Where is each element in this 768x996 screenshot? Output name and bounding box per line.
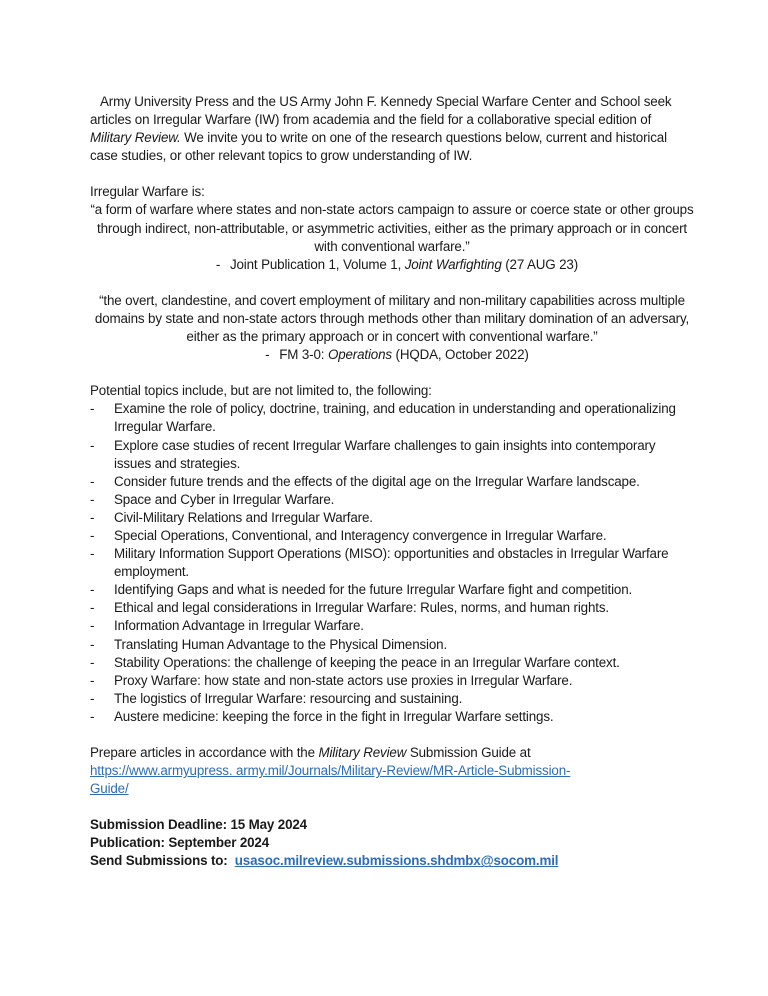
bullet-dash: - [90, 437, 95, 453]
submission-deadline: Submission Deadline: 15 May 2024 [90, 817, 307, 833]
bullet-dash: - [90, 473, 95, 489]
guide-paragraph [90, 744, 690, 798]
topic-text: Explore case studies of recent Irregular Warfare challenges to gain insights into contemporary issues and strategies. [114, 437, 656, 471]
topic-text: Civil-Military Relations and Irregular Warfare. [114, 509, 373, 525]
list-item [90, 599, 690, 617]
cite-dash: - [215, 256, 221, 272]
bullet-dash: - [90, 618, 95, 634]
definition-source [84, 256, 700, 274]
list-item [90, 437, 690, 473]
list-item [90, 527, 690, 545]
topic-text: Information Advantage in Irregular Warfare. [114, 618, 364, 634]
topics-heading: Potential topics include, but are not limited to, the following: [90, 383, 432, 399]
bullet-dash: - [90, 582, 95, 598]
guide-text: Prepare articles in accordance with the [90, 745, 319, 760]
send-submissions [90, 852, 690, 870]
intro-paragraph [90, 93, 690, 165]
topic-text: Examine the role of policy, doctrine, training, and education in understanding and operationalizing Irregular Warfare. [114, 401, 676, 435]
bullet-dash: - [90, 509, 95, 525]
definition-block [84, 292, 700, 364]
bullet-dash: - [90, 654, 95, 670]
bullet-dash: - [90, 672, 95, 688]
topics-list [90, 400, 690, 726]
source-date: (HQDA, October 2022) [391, 347, 529, 363]
bullet-dash: - [90, 690, 95, 706]
source-title: Joint Warfighting [404, 256, 502, 272]
topic-text: Special Operations, Conventional, and Interagency convergence in Irregular Warfare. [114, 527, 607, 543]
list-item [90, 491, 690, 509]
source-text: FM 3-0: [279, 347, 328, 363]
source-date: (27 AUG 23) [501, 256, 579, 272]
source-text: Joint Publication 1, Volume 1, [229, 256, 405, 272]
list-item [90, 672, 690, 690]
topic-text: Stability Operations: the challenge of keeping the peace in an Irregular Warfare context. [114, 654, 620, 670]
bullet-dash: - [90, 401, 95, 417]
list-item [90, 617, 690, 635]
topic-text: Austere medicine: keeping the force in the fight in Irregular Warfare settings. [114, 708, 554, 724]
topic-text: The logistics of Irregular Warfare: resourcing and sustaining. [114, 690, 463, 706]
list-item [90, 636, 690, 654]
list-item [90, 581, 690, 599]
link-line-1[interactable]: https://www.armyupress. army.mil/Journals/Military-Review/MR-Article-Submission- [90, 763, 571, 779]
list-item [90, 400, 690, 436]
list-item [90, 473, 690, 491]
link-line-2[interactable]: Guide/ [90, 781, 129, 797]
source-title: Operations [327, 347, 392, 363]
intro-text-2: We invite you to write on one of the research questions below, current and historical case studies, or other relevant topics to grow understanding of IW. [90, 130, 667, 164]
bullet-dash: - [90, 527, 95, 543]
journal-title: Military Review. [90, 130, 181, 146]
guide-text-end: Submission Guide at [406, 745, 531, 760]
cite-dash: - [265, 347, 270, 363]
definitions-heading: Irregular Warfare is: [90, 184, 205, 200]
topic-text: Ethical and legal considerations in Irregular Warfare: Rules, norms, and human rights. [114, 600, 609, 616]
submission-guide-link[interactable] [90, 763, 570, 796]
topic-text: Proxy Warfare: how state and non-state actors use proxies in Irregular Warfare. [114, 672, 573, 688]
definition-source [84, 346, 700, 364]
topic-text: Identifying Gaps and what is needed for the future Irregular Warfare fight and competition. [114, 582, 633, 598]
bullet-dash: - [90, 708, 95, 724]
list-item [90, 545, 690, 581]
list-item [90, 708, 690, 726]
list-item [90, 690, 690, 708]
submission-email-link[interactable]: usasoc.milreview.submissions.shdmbx@socom.mil [234, 853, 559, 869]
bullet-dash: - [90, 600, 95, 616]
list-item [90, 654, 690, 672]
topic-text: Military Information Support Operations (MISO): opportunities and obstacles in Irregular Warfare employment. [114, 546, 669, 580]
definition-block [84, 201, 700, 273]
definition-quote: “a form of warfare where states and non-state actors campaign to assure or coerce state or other groups through indirect, non-attributable, or asymmetric activities, either as the primary approach or in concert with conventional warfare.” [90, 202, 694, 254]
topic-text: Space and Cyber in Irregular Warfare. [114, 491, 335, 507]
topic-text: Translating Human Advantage to the Physical Dimension. [114, 636, 448, 652]
definition-quote: “the overt, clandestine, and covert employment of military and non-military capabilities across multiple domains by state and non-state actors through methods other than military domination of an adversary, either as the primary approach or in concert with conventional warfare.” [94, 292, 690, 345]
bullet-dash: - [90, 546, 95, 562]
journal-title: Military Review [318, 745, 407, 760]
send-label: Send Submissions to: [90, 853, 228, 869]
intro-text-1: Army University Press and the US Army John F. Kennedy Special Warfare Center and School seek articles on Irregular Warfare (IW) from academia and the field for a collaborative special edition of [90, 94, 672, 128]
bullet-dash: - [90, 491, 95, 507]
document-body [90, 93, 694, 871]
list-item [90, 509, 690, 527]
bullet-dash: - [90, 636, 95, 652]
topic-text: Consider future trends and the effects of the digital age on the Irregular Warfare landscape. [114, 473, 640, 489]
publication-date: Publication: September 2024 [90, 835, 270, 851]
